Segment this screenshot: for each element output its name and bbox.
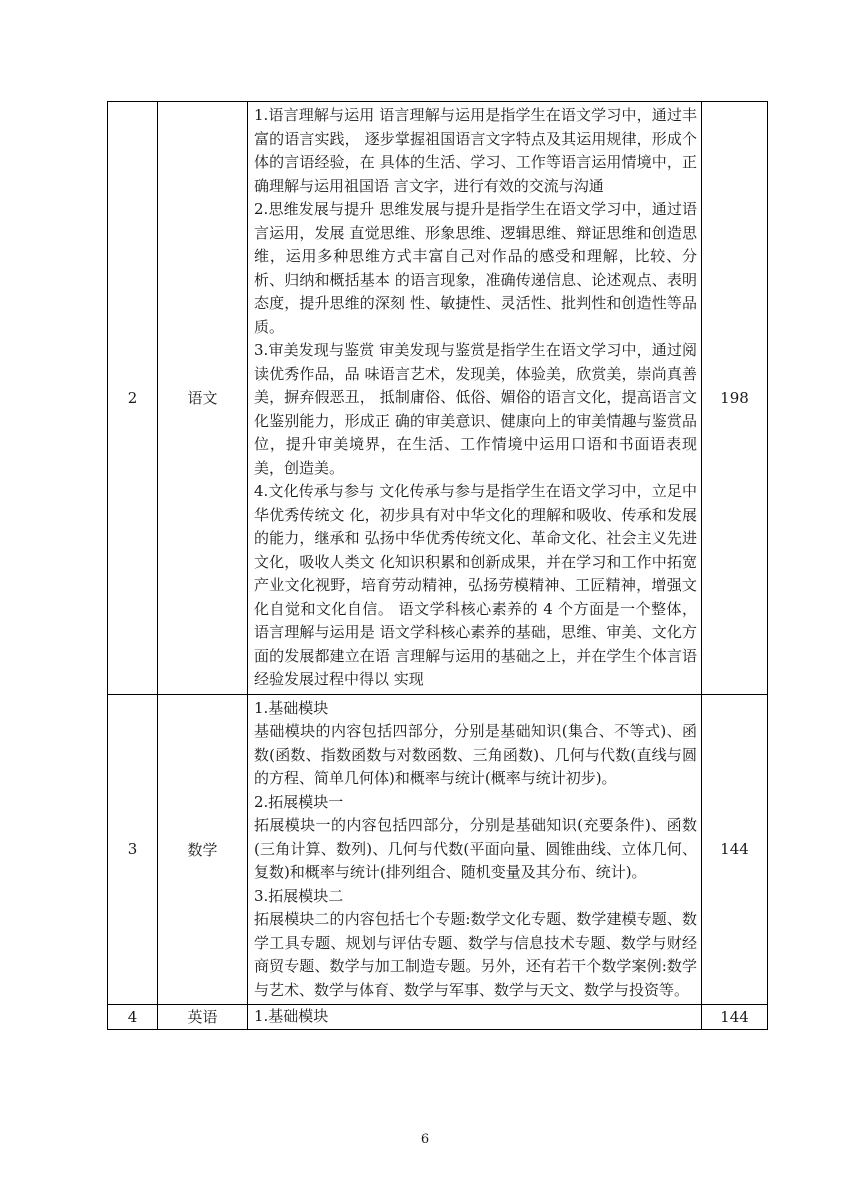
course-content (248, 694, 702, 1005)
row-number: 2 (108, 102, 158, 695)
table-row (108, 694, 768, 1005)
course-content (248, 1005, 702, 1030)
row-number: 4 (108, 1005, 158, 1030)
row-number: 3 (108, 694, 158, 1005)
table-row (108, 102, 768, 695)
page-number: 6 (420, 1132, 430, 1147)
content-text: 1.基础模块 基础模块的内容包括四部分，分别是基础知识(集合、不等式)、函数(函数、指数函数与对数函数、三角函数)、几何与代数(直线与圆的方程、简单几何体)和概率与统计(概率与统计初步)。 2.拓展模块一 拓展模块一的内容包括四部分，分别是基础知识(充要条件)、函数(三角计算、数列)、几何与代数(平面向量、圆锥曲线、立体几何、复数)和概率与统计(排列组合、随机变量及其分布、统计)。 3.拓展模块二 拓展模块二的内容包括七个专题:数学文化专题、数学建模专题、数学工具专题、规划与评估专题、数学与信息技术专题、数学与财经商贸专题、数学与加工制造专题。另外，还有若干个数学案例:数学与艺术、数学与体育、数学与军事、数学与天文、数学与投资等。 (254, 698, 697, 999)
course-table (107, 101, 768, 1030)
subject-name: 数学 (158, 694, 248, 1005)
class-hours: 144 (702, 694, 768, 1005)
table-row (108, 1005, 768, 1030)
subject-name: 英语 (158, 1005, 248, 1030)
content-text: 1.基础模块 (254, 1007, 329, 1025)
course-content (248, 102, 702, 695)
class-hours: 144 (702, 1005, 768, 1030)
subject-name: 语文 (158, 102, 248, 695)
content-text: 1.语言理解与运用 语言理解与运用是指学生在语文学习中，通过丰富的语言实践， 逐步掌握祖国语言文字特点及其运用规律，形成个体的言语经验，在 具体的生活、学习、工作等语言运用情境中，正确理解与运用祖国语 言文字，进行有效的交流与沟通 2.思维发展与提升 思维发展与提升是指学生在语文学习中，通过语言运用，发展 直觉思维、形象思维、逻辑思维、辩证思维和创造思维，运用多种思维方式丰富自己对作品的感受和理解，比较、分析、归纳和概括基本 的语言现象，准确传递信息、论述观点、表明态度，提升思维的深刻 性、敏捷性、灵活性、批判性和创造性等品质。 3.审美发现与鉴赏 审美发现与鉴赏是指学生在语文学习中，通过阅读优秀作品，品 味语言艺术，发现美，体验美，欣赏美，崇尚真善美，摒弃假恶丑， 抵制庸俗、低俗、媚俗的语言文化，提高语言文化鉴别能力，形成正 确的审美意识、健康向上的审美情趣与鉴赏品位，提升审美境界，在生活、工作情境中运用口语和书面语表现美，创造美。 4.文化传承与参与 文化传承与参与是指学生在语文学习中，立足中华优秀传统文 化，初步具有对中华文化的理解和吸收、传承和发展的能力，继承和 弘扬中华优秀传统文化、革命文化、社会主义先进文化，吸收人类文 化知识积累和创新成果，并在学习和工作中拓宽产业文化视野，培育劳动精神，弘扬劳模精神、工匠精神，增强文化自觉和文化自信。 语文学科核心素养的 4 个方面是一个整体，语言理解与运用是 语文学科核心素养的基础，思维、审美、文化方面的发展都建立在语 言理解与运用的基础之上，并在学生个体言语经验发展过程中得以 实现 (254, 106, 697, 688)
class-hours: 198 (702, 102, 768, 695)
